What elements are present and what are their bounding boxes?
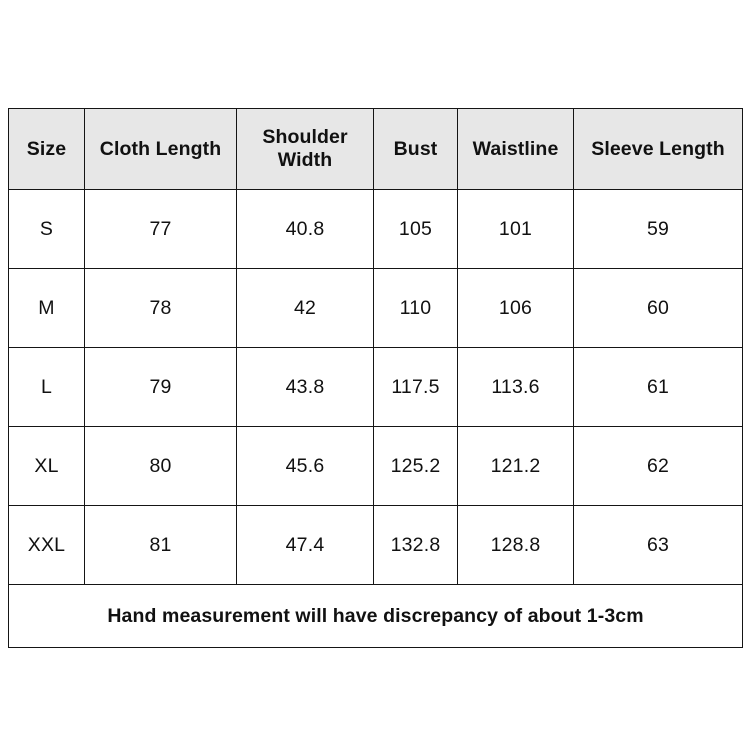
cell-bust: 125.2: [374, 427, 458, 506]
cell-shoulder-width: 45.6: [237, 427, 374, 506]
cell-cloth-length: 78: [85, 269, 237, 348]
cell-cloth-length: 81: [85, 506, 237, 585]
table-body: [9, 190, 743, 585]
cell-shoulder-width: 47.4: [237, 506, 374, 585]
column-header-size: Size: [9, 109, 85, 190]
cell-waistline: 113.6: [458, 348, 574, 427]
cell-size: XXL: [9, 506, 85, 585]
cell-sleeve-length: 59: [574, 190, 743, 269]
header-row: [9, 109, 743, 190]
measurement-footnote: Hand measurement will have discrepancy of about 1-3cm: [9, 585, 743, 648]
cell-size: XL: [9, 427, 85, 506]
column-header-waistline: Waistline: [458, 109, 574, 190]
cell-cloth-length: 80: [85, 427, 237, 506]
table-row: [9, 348, 743, 427]
cell-waistline: 121.2: [458, 427, 574, 506]
column-header-shoulder-width: Shoulder Width: [237, 109, 374, 190]
cell-shoulder-width: 42: [237, 269, 374, 348]
cell-waistline: 106: [458, 269, 574, 348]
cell-sleeve-length: 63: [574, 506, 743, 585]
cell-waistline: 101: [458, 190, 574, 269]
column-header-cloth-length: Cloth Length: [85, 109, 237, 190]
table-row: [9, 190, 743, 269]
cell-bust: 117.5: [374, 348, 458, 427]
table-header: [9, 109, 743, 190]
table-footer: [9, 585, 743, 648]
table-row: [9, 269, 743, 348]
footnote-row: [9, 585, 743, 648]
cell-bust: 132.8: [374, 506, 458, 585]
cell-waistline: 128.8: [458, 506, 574, 585]
cell-size: S: [9, 190, 85, 269]
cell-shoulder-width: 40.8: [237, 190, 374, 269]
cell-cloth-length: 77: [85, 190, 237, 269]
size-table-container: [8, 108, 742, 648]
cell-size: M: [9, 269, 85, 348]
column-header-bust: Bust: [374, 109, 458, 190]
cell-sleeve-length: 60: [574, 269, 743, 348]
cell-sleeve-length: 62: [574, 427, 743, 506]
cell-cloth-length: 79: [85, 348, 237, 427]
cell-size: L: [9, 348, 85, 427]
size-chart-table: [8, 108, 743, 648]
cell-bust: 110: [374, 269, 458, 348]
cell-sleeve-length: 61: [574, 348, 743, 427]
table-row: [9, 427, 743, 506]
cell-shoulder-width: 43.8: [237, 348, 374, 427]
cell-bust: 105: [374, 190, 458, 269]
table-row: [9, 506, 743, 585]
column-header-sleeve-length: Sleeve Length: [574, 109, 743, 190]
